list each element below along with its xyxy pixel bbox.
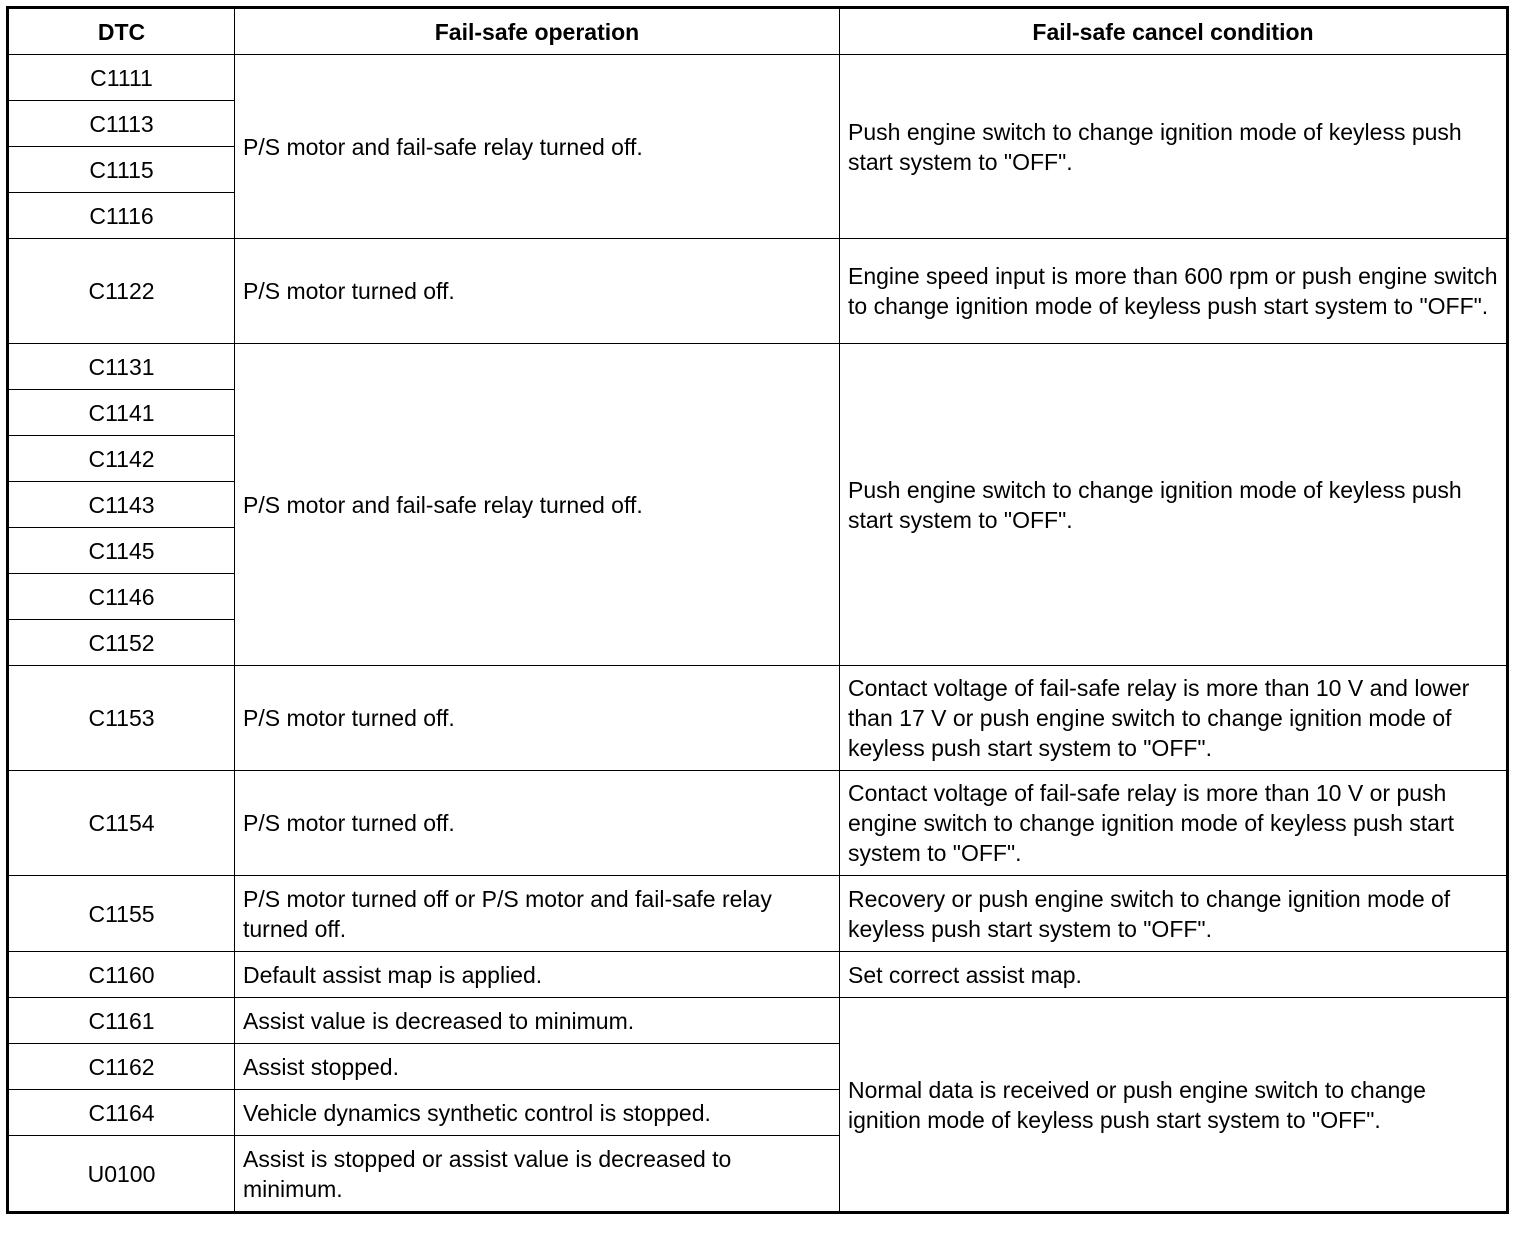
header-operation: Fail-safe operation [235, 8, 840, 55]
dtc-code: C1141 [8, 390, 235, 436]
table-row [8, 344, 1508, 390]
failsafe-operation: P/S motor turned off. [235, 239, 840, 344]
dtc-code: C1161 [8, 998, 235, 1044]
cancel-condition: Contact voltage of fail-safe relay is more than 10 V and lower than 17 V or push engine switch to change ignition mode of keyless push start system to "OFF". [840, 666, 1508, 771]
dtc-code: C1162 [8, 1044, 235, 1090]
dtc-code: C1111 [8, 55, 235, 101]
dtc-code: C1142 [8, 436, 235, 482]
failsafe-operation: Default assist map is applied. [235, 952, 840, 998]
dtc-code: C1154 [8, 771, 235, 876]
failsafe-operation: P/S motor turned off or P/S motor and fail-safe relay turned off. [235, 876, 840, 952]
cancel-condition: Recovery or push engine switch to change ignition mode of keyless push start system to "OFF". [840, 876, 1508, 952]
dtc-code: C1113 [8, 101, 235, 147]
failsafe-operation: P/S motor and fail-safe relay turned off. [235, 55, 840, 239]
failsafe-table [6, 6, 1509, 1214]
table-row [8, 998, 1508, 1044]
cancel-condition: Engine speed input is more than 600 rpm or push engine switch to change ignition mode of keyless push start system to "OFF". [840, 239, 1508, 344]
cancel-condition: Contact voltage of fail-safe relay is more than 10 V or push engine switch to change ignition mode of keyless push start system to "OFF". [840, 771, 1508, 876]
table-row [8, 771, 1508, 876]
dtc-code: C1115 [8, 147, 235, 193]
failsafe-operation: P/S motor turned off. [235, 666, 840, 771]
header-dtc: DTC [8, 8, 235, 55]
cancel-condition: Set correct assist map. [840, 952, 1508, 998]
cancel-condition: Push engine switch to change ignition mode of keyless push start system to "OFF". [840, 55, 1508, 239]
dtc-code: C1153 [8, 666, 235, 771]
table-row [8, 666, 1508, 771]
failsafe-operation: Assist stopped. [235, 1044, 840, 1090]
dtc-code: C1116 [8, 193, 235, 239]
dtc-code: C1155 [8, 876, 235, 952]
table-row [8, 55, 1508, 101]
dtc-code: C1164 [8, 1090, 235, 1136]
failsafe-operation: P/S motor and fail-safe relay turned off. [235, 344, 840, 666]
table-row [8, 239, 1508, 344]
dtc-code: U0100 [8, 1136, 235, 1213]
dtc-code: C1122 [8, 239, 235, 344]
failsafe-operation: P/S motor turned off. [235, 771, 840, 876]
dtc-code: C1160 [8, 952, 235, 998]
failsafe-operation: Assist is stopped or assist value is decreased to minimum. [235, 1136, 840, 1213]
table-row [8, 876, 1508, 952]
table-row [8, 952, 1508, 998]
failsafe-operation: Vehicle dynamics synthetic control is stopped. [235, 1090, 840, 1136]
dtc-code: C1145 [8, 528, 235, 574]
header-row [8, 8, 1508, 55]
dtc-code: C1131 [8, 344, 235, 390]
failsafe-operation: Assist value is decreased to minimum. [235, 998, 840, 1044]
dtc-code: C1146 [8, 574, 235, 620]
cancel-condition: Normal data is received or push engine switch to change ignition mode of keyless push start system to "OFF". [840, 998, 1508, 1213]
dtc-code: C1152 [8, 620, 235, 666]
cancel-condition: Push engine switch to change ignition mode of keyless push start system to "OFF". [840, 344, 1508, 666]
header-cancel: Fail-safe cancel condition [840, 8, 1508, 55]
dtc-code: C1143 [8, 482, 235, 528]
